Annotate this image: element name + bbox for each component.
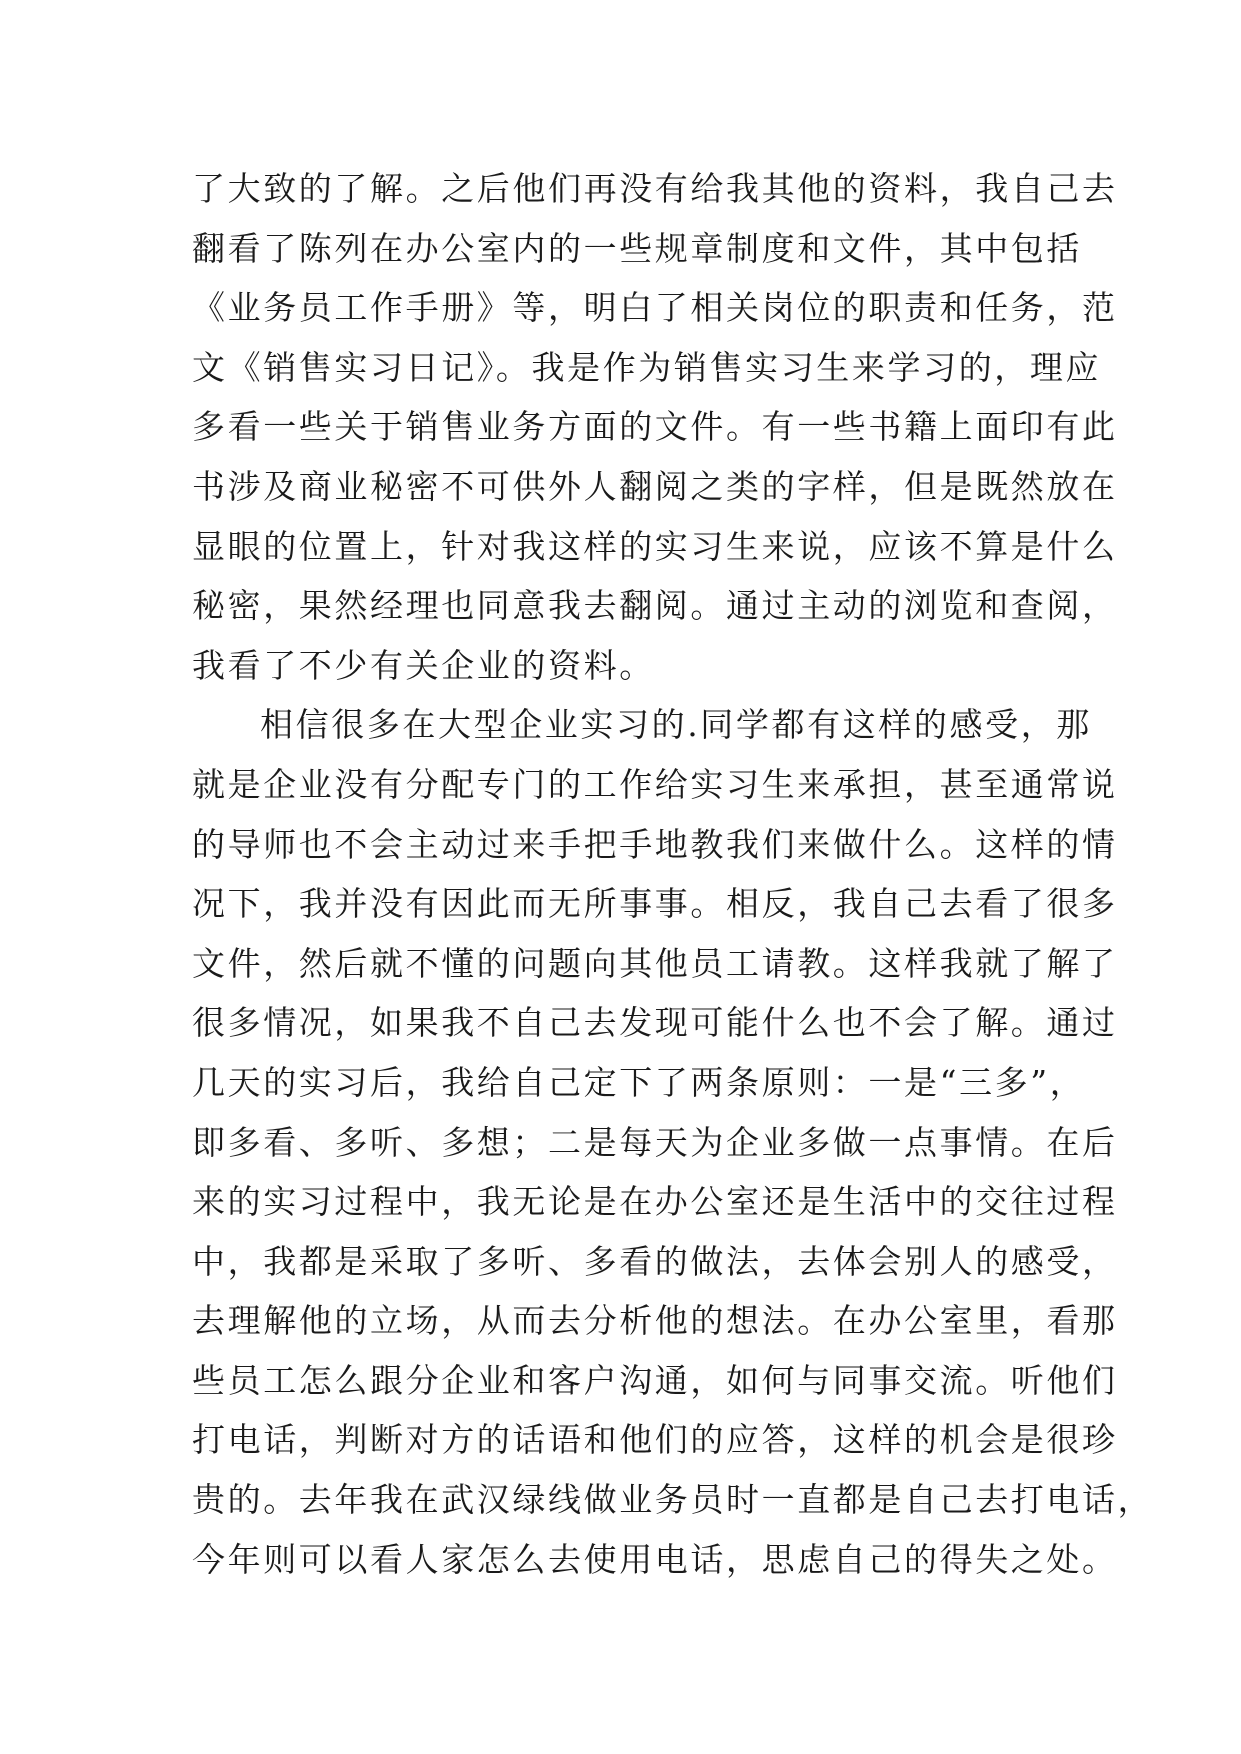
text-line: 就是企业没有分配专门的工作给实习生来承担，甚至通常说	[192, 764, 1118, 804]
text-line: 打电话，判断对方的话语和他们的应答，这样的机会是很珍	[192, 1420, 1118, 1460]
text-line: 秘密，果然经理也同意我去翻阅。通过主动的浏览和查阅，	[192, 586, 1118, 626]
text-line: 翻看了陈列在办公室内的一些规章制度和文件，其中包括	[192, 228, 1082, 268]
text-line: 书涉及商业秘密不可供外人翻阅之类的字样，但是既然放在	[192, 466, 1118, 506]
text-line: 些员工怎么跟分企业和客户沟通，如何与同事交流。听他们	[192, 1360, 1118, 1400]
text-line: 即多看、多听、多想；二是每天为企业多做一点事情。在后	[192, 1122, 1118, 1162]
text-line: 《业务员工作手册》等，明白了相关岗位的职责和任务，范	[192, 288, 1118, 328]
text-line: 多看一些关于销售业务方面的文件。有一些书籍上面印有此	[192, 407, 1118, 447]
text-line: 我看了不少有关企业的资料。	[192, 645, 655, 685]
body-text	[192, 159, 1154, 1589]
text-line: 了大致的了解。之后他们再没有给我其他的资料，我自己去	[192, 169, 1118, 208]
text-line: 况下，我并没有因此而无所事事。相反，我自己去看了很多	[192, 884, 1118, 924]
text-line: 的导师也不会主动过来手把手地教我们来做什么。这样的情	[192, 824, 1118, 864]
text-line: 贵的。去年我在武汉绿线做业务员时一直都是自己去打电话，	[192, 1480, 1154, 1520]
text-line: 文《销售实习日记》。我是作为销售实习生来学习的，理应	[192, 347, 1102, 387]
text-line: 来的实习过程中，我无论是在办公室还是生活中的交往过程	[192, 1182, 1118, 1222]
paragraph-first-line: 相信很多在大型企业实习的.同学都有这样的感受，那	[260, 705, 1092, 745]
text-line: 去理解他的立场，从而去分析他的想法。在办公室里，看那	[192, 1301, 1118, 1341]
text-line: 很多情况，如果我不自己去发现可能什么也不会了解。通过	[192, 1003, 1118, 1043]
text-line: 几天的实习后，我给自己定下了两条原则：一是“三多”，	[192, 1062, 1086, 1102]
text-line: 文件，然后就不懂的问题向其他员工请教。这样我就了解了	[192, 943, 1118, 983]
text-line: 显眼的位置上，针对我这样的实习生来说，应该不算是什么	[192, 526, 1118, 566]
text-line: 中，我都是采取了多听、多看的做法，去体会别人的感受，	[192, 1241, 1118, 1281]
text-line: 今年则可以看人家怎么去使用电话，思虑自己的得失之处。	[192, 1539, 1118, 1579]
